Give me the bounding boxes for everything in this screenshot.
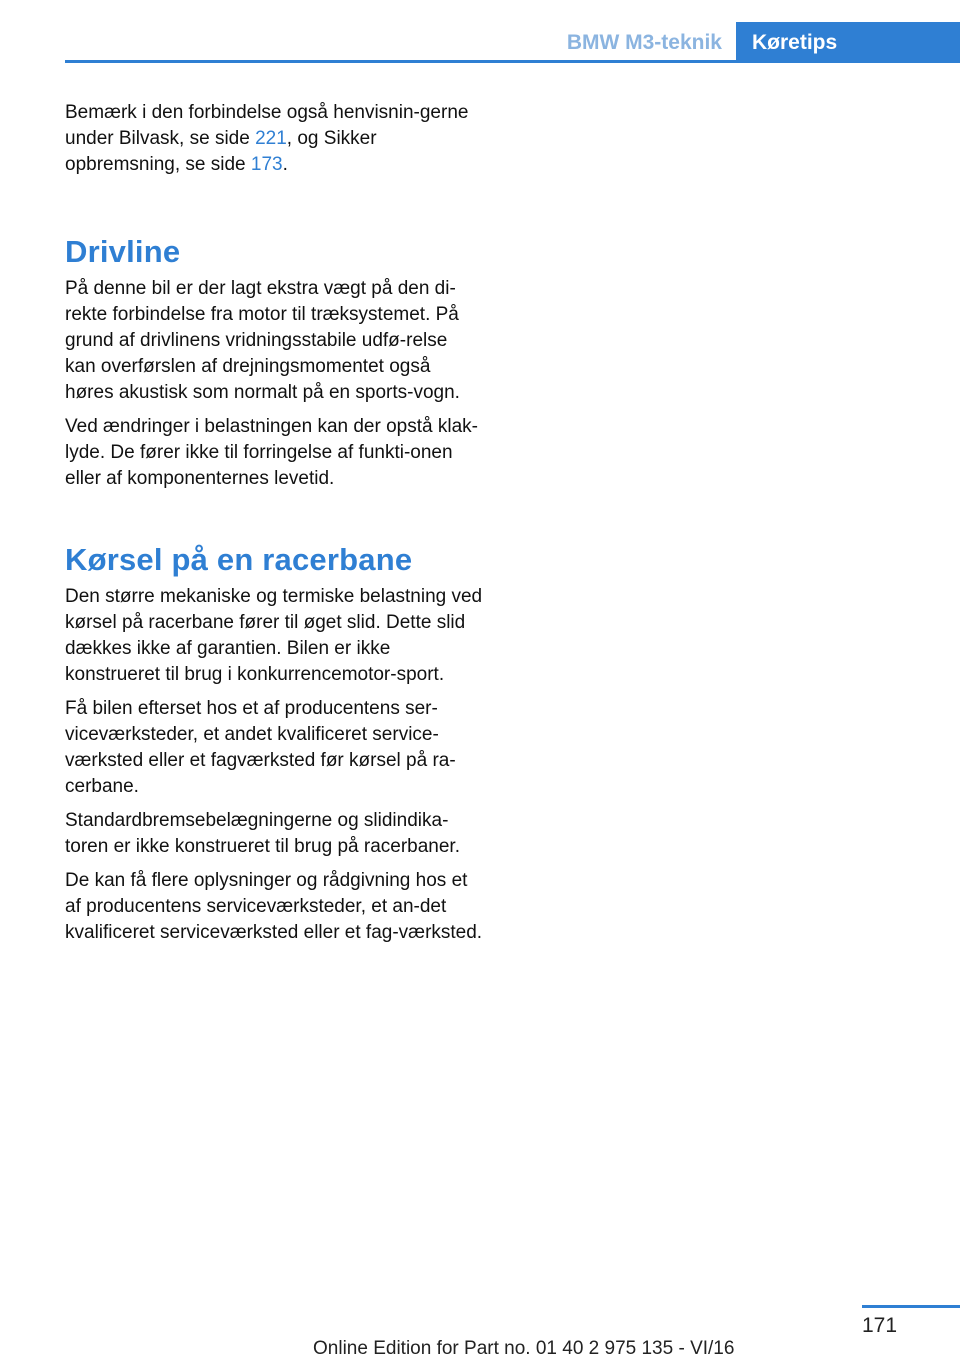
- intro-text-1: Bemærk i den forbindelse også henvisnin-gerne under Bilvask, se side: [65, 102, 469, 149]
- section-heading-drivline: Drivline: [65, 234, 181, 269]
- racerbane-paragraph-3: Standardbremsebelægningerne og slidindika-toren er ikke konstrueret til brug på racerbaner.: [65, 810, 460, 857]
- edition-note: Online Edition for Part no. 01 40 2 975 135 - VI/16: [313, 1338, 735, 1359]
- section-heading-racerbane: Kørsel på en racerbane: [65, 542, 413, 577]
- intro-text-2: , og Sikker opbremsning, se side: [65, 128, 377, 175]
- page-link-173[interactable]: 173: [250, 154, 283, 175]
- page-number: 171: [862, 1314, 898, 1337]
- header-section-title: BMW M3-teknik: [566, 31, 722, 54]
- header-chapter-tab: Køretips: [736, 22, 960, 63]
- page-content: [65, 100, 483, 954]
- page-link-221[interactable]: 221: [255, 128, 287, 149]
- intro-text-3: .: [282, 154, 288, 175]
- header-divider: [65, 60, 960, 63]
- racerbane-paragraph-4: De kan få flere oplysninger og rådgivning hos et af producentens serviceværksteder, et an-det kvalificeret serviceværksted eller et fag-værksted.: [65, 870, 483, 943]
- footer-divider: [862, 1305, 960, 1308]
- racerbane-paragraph-2: Få bilen efterset hos et af producentens ser-viceværksteder, et andet kvalificeret service-værksted eller et fagværksted før kørsel på ra-cerbane.: [65, 698, 456, 797]
- intro-paragraph: [65, 100, 483, 178]
- racerbane-paragraph-1: Den større mekaniske og termiske belastning ved kørsel på racerbane fører til øget slid. Dette slid dækkes ikke af garantien. Bilen er ikke konstrueret til brug i konkurrencemotor-sport.: [65, 586, 483, 685]
- drivline-paragraph-1: På denne bil er der lagt ekstra vægt på den di-rekte forbindelse fra motor til træksystemet. På grund af drivlinens vridningsstabile udfø-relse kan overførslen af drejningsmomentet også høres akustisk som normalt på en sports-vogn.: [65, 278, 460, 403]
- drivline-paragraph-2: Ved ændringer i belastningen kan der opstå klak-lyde. De fører ikke til forringelse af funkti-onen eller af komponenternes levetid.: [65, 416, 478, 489]
